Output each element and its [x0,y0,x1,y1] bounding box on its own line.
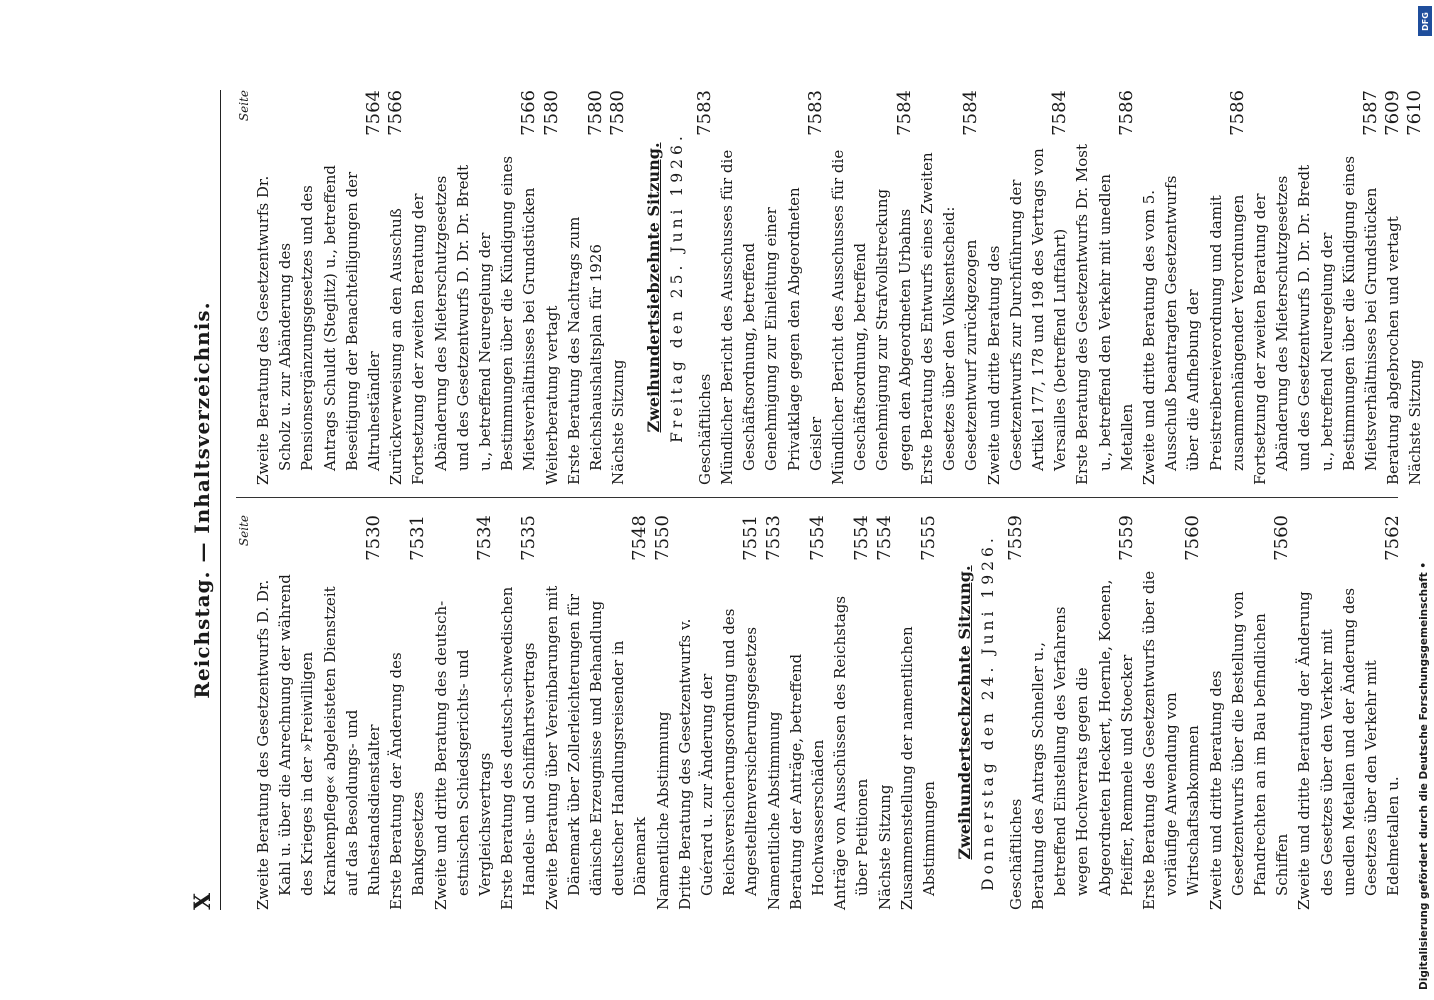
toc-entry-page: 7580 [607,90,629,136]
digitization-note [1418,8,1432,998]
toc-entry-page: 7535 [518,515,540,561]
toc-entry [541,515,652,910]
toc-entry [827,90,916,485]
left-entries-top [252,515,940,910]
toc-entry [829,515,873,910]
toc-entry-text: Zweite und dritte Beratung des vom 5. Ausschuß beantragten Gesetzentwurfs über die Aufhebung der Preistreibereiverordnung und damit zusammenhängender Verordnungen [1139,175,1247,485]
toc-entry-page: 7586 [1115,90,1137,136]
toc-entry [1071,90,1138,485]
toc-entry [896,515,940,910]
toc-entry-page: 7553 [762,515,784,561]
toc-entry-page: 7559 [1115,515,1137,561]
toc-entry [716,90,827,485]
running-header [190,0,220,1000]
seite-label-right: Seite [237,90,251,122]
dfg-logo [1418,6,1432,36]
toc-entry-page: 7586 [1226,90,1248,136]
toc-entry-page: 7587 [1359,90,1381,136]
toc-entry [1138,90,1249,485]
right-column [236,90,1427,485]
toc-entry-page: 7554 [873,515,895,561]
toc-entry-page: 7584 [960,90,982,136]
toc-entry-text: Beratung des Antrags Schneller u., betreffend Einstellung des Verfahrens wegen Hochverrats gegen die Abgeordneten Heckert, Hoernle, Koenen, Pfeiffer, Remmele und Stoecker [1028,579,1136,910]
toc-entry [1382,90,1404,485]
toc-entry [874,515,896,910]
toc-entry-text: Erste Beratung des Nachtrags zum Reichshaushaltsplan für 1926 [564,216,606,485]
toc-entry-page: 7566 [518,90,540,136]
toc-entry [607,90,629,485]
toc-entry-text: Zweite und dritte Beratung der Änderung des Gesetzes über den Verkehr mit unedlen Metallen und der Änderung des Gesetzes über den Verkehr mit Edelmetallen u. [1295,587,1403,910]
toc-entry-text: Zweite und dritte Beratung des Gesetzentwurfs über die Bestellung von Pfandrechten an im Bau befindlichen Schiffen [1206,591,1292,910]
toc-entry-text: Beratung abgebrochen und vertagt [1384,216,1403,485]
toc-entry-page: 7562 [1382,515,1404,561]
toc-entry-text: Erste Beratung des deutsch-schwedischen Handels- und Schiffahrtsvertrags [498,586,539,910]
toc-entry [252,515,385,910]
toc-entry-page: 7548 [629,515,651,561]
toc-entry-page: 7560 [1182,515,1204,561]
toc-entry-text: Geschäftliches [1006,798,1025,910]
toc-entry [252,90,385,485]
toc-entry-text: Erste Beratung des Entwurfs eines Zweiten Gesetzes über den Volksentscheid: Gesetzentwurf zurückgezogen [917,152,981,485]
toc-entry-page: 7554 [807,515,829,561]
toc-entry-page: 7583 [693,90,715,136]
toc-entry [385,90,407,485]
toc-entry [1027,515,1138,910]
toc-entry [1249,90,1382,485]
toc-entry [674,515,763,910]
toc-entry-page: 7610 [1404,90,1426,136]
toc-entry-text: Mündlicher Bericht des Ausschusses für die Geschäftsordnung, betreffend Genehmigung zur Strafvollstreckung gegen den Abgeordneten Urbahns [829,149,914,485]
toc-entry-page: 7584 [893,90,915,136]
toc-entry [1293,515,1404,910]
toc-entry [496,515,540,910]
toc-entry [694,90,716,485]
toc-entry [652,515,674,910]
digitization-text: Digitalisierung gefördert durch die Deutsche Forschungsgemeinschaft • [1418,561,1430,990]
running-title: Reichstag. — Inhaltsverzeichnis. [190,301,214,699]
toc-entry [407,90,540,485]
toc-entry-page: 7609 [1382,90,1404,136]
toc-entry [1205,515,1294,910]
right-entries-bottom [694,90,1427,485]
left-entries-bottom [1005,515,1405,910]
toc-entry-page: 7555 [918,515,940,561]
toc-entry-text: Nächste Sitzung [1406,359,1425,485]
toc-entry-page: 7531 [407,515,429,561]
toc-entry-text: Beratung der Anträge, betreffend Hochwasserschäden [786,653,828,910]
header-rule [220,90,221,910]
toc-entry-text: Dritte Beratung des Gesetzentwurfs v. Guérard u. zur Änderung der Reichsversicherungsordnung und des Angestelltenversicherungsgesetzes [675,608,761,910]
toc-entry-page: 7550 [651,515,673,561]
rotated-scan-page [98,0,1428,1000]
toc-entry [563,90,607,485]
toc-entry-page: 7564 [363,90,385,136]
toc-entry-text: Zweite und dritte Beratung des Gesetzentwurfs zur Durchführung der Artikel 177, 178 und 198 des Vertrags von Versailles (betreffend Luftfahrt) [984,148,1070,485]
toc-entry [385,515,429,910]
toc-entry-page: 7580 [585,90,607,136]
toc-entry-text: Fortsetzung der zweiten Beratung der Abänderung des Mieterschutzgesetzes und des Gesetzentwurfs D. Dr. Dr. Bredt u., betreffend Neuregelung der Bestimmungen über die Kündigung eines Mietsverhältnisses bei Grundstücken [409,155,539,485]
toc-entry-text: Geschäftliches [695,373,714,485]
page-content [98,0,1428,1000]
toc-entry-text: Fortsetzung der zweiten Beratung der Abänderung des Mieterschutzgesetzes und des Gesetzentwurfs D. Dr. Dr. Bredt u., betreffend Neuregelung der Bestimmungen über die Kündigung eines Mietsverhältnisses bei Grundstücken [1250,155,1380,485]
dfg-logo-text: DFG [1420,11,1430,31]
toc-entry-text: Zweite Beratung des Gesetzentwurfs Dr. Scholz u. zur Abänderung des Pensionsergänzungsgesetzes und des Antrags Schuldt (Steglitz) u., betreffend Beseitigung der Benachteiligungen der Altruheständler [254,165,384,485]
toc-entry-page: 7534 [474,515,496,561]
toc-entry [916,90,983,485]
toc-entry [785,515,829,910]
toc-entry-text: Zweite und dritte Beratung des deutsch-estnischen Schiedsgerichts- und Vergleichsvertrags [431,600,495,910]
toc-entry [430,515,497,910]
toc-entry-page: 7530 [363,515,385,561]
toc-entry-page: 7583 [804,90,826,136]
toc-entry-text: Anträge von Ausschüssen des Reichstags über Petitionen [831,595,872,910]
left-column [236,515,1404,910]
page-numeral: X [190,892,216,910]
toc-entry [983,90,1072,485]
toc-entry-text: Namentliche Abstimmung [764,711,783,910]
toc-entry-text: Zusammenstellung der namentlichen Abstimmungen [897,626,939,910]
toc-entry-text: Erste Beratung der Änderung des Bankgesetzes [387,652,428,910]
right-section-date: Freitag den 25. Juni 1926. [667,132,686,443]
column-divider [236,497,1398,498]
toc-entry-text: Zweite Beratung über Vereinbarungen mit Dänemark über Zollerleichterungen für dänische Erzeugnisse und Behandlung deutscher Handlungsreisender in Dänemark [542,585,650,910]
right-entries-top [252,90,629,485]
toc-entry-text: Nächste Sitzung [875,784,894,910]
toc-entry-text: Erste Beratung des Gesetzentwurfs Dr. Most u., betreffend den Verkehr mit unedlen Metallen [1073,144,1136,485]
right-section-title: Zweihundertsiebzehnte Sitzung. [644,142,664,433]
left-section-title: Zweihundertsechzehnte Sitzung. [955,565,975,860]
toc-entry [1138,515,1205,910]
toc-entry-text: Namentliche Abstimmung [653,711,672,910]
toc-entry-page: 7559 [1004,515,1026,561]
toc-entry-page: 7584 [1049,90,1071,136]
toc-entry [763,515,785,910]
toc-entry [541,90,563,485]
toc-entry-text: Zurückverweisung an den Ausschuß [387,208,406,485]
seite-label-left: Seite [237,515,251,547]
left-section-date: Donnerstag den 24. Juni 1926. [978,534,997,891]
toc-entry-page: 7551 [740,515,762,561]
toc-entry-page: 7580 [540,90,562,136]
toc-entry-page: 7560 [1271,515,1293,561]
toc-entry-text: Nächste Sitzung [609,359,628,485]
toc-entry-page: 7566 [385,90,407,136]
toc-entry-text: Mündlicher Bericht des Ausschusses für die Geschäftsordnung, betreffend Genehmigung zur Einleitung einer Privatklage gegen den Abgeordneten Geisler [718,149,825,485]
toc-entry-text: Zweite Beratung des Gesetzentwurfs D. Dr. Kahl u. über die Anrechnung der während des Krieges in der »Freiwilligen Krankenpflege« abgeleisteten Dienstzeit auf das Besoldungs- und Ruhestandsdienstalter [254,574,384,910]
toc-entry-text: Weiterberatung vertagt [542,305,561,485]
toc-entry [1005,515,1027,910]
toc-entry-text: Erste Beratung des Gesetzentwurfs über die vorläufige Anwendung von Wirtschaftsabkommen [1139,570,1203,910]
toc-entry-page: 7554 [851,515,873,561]
